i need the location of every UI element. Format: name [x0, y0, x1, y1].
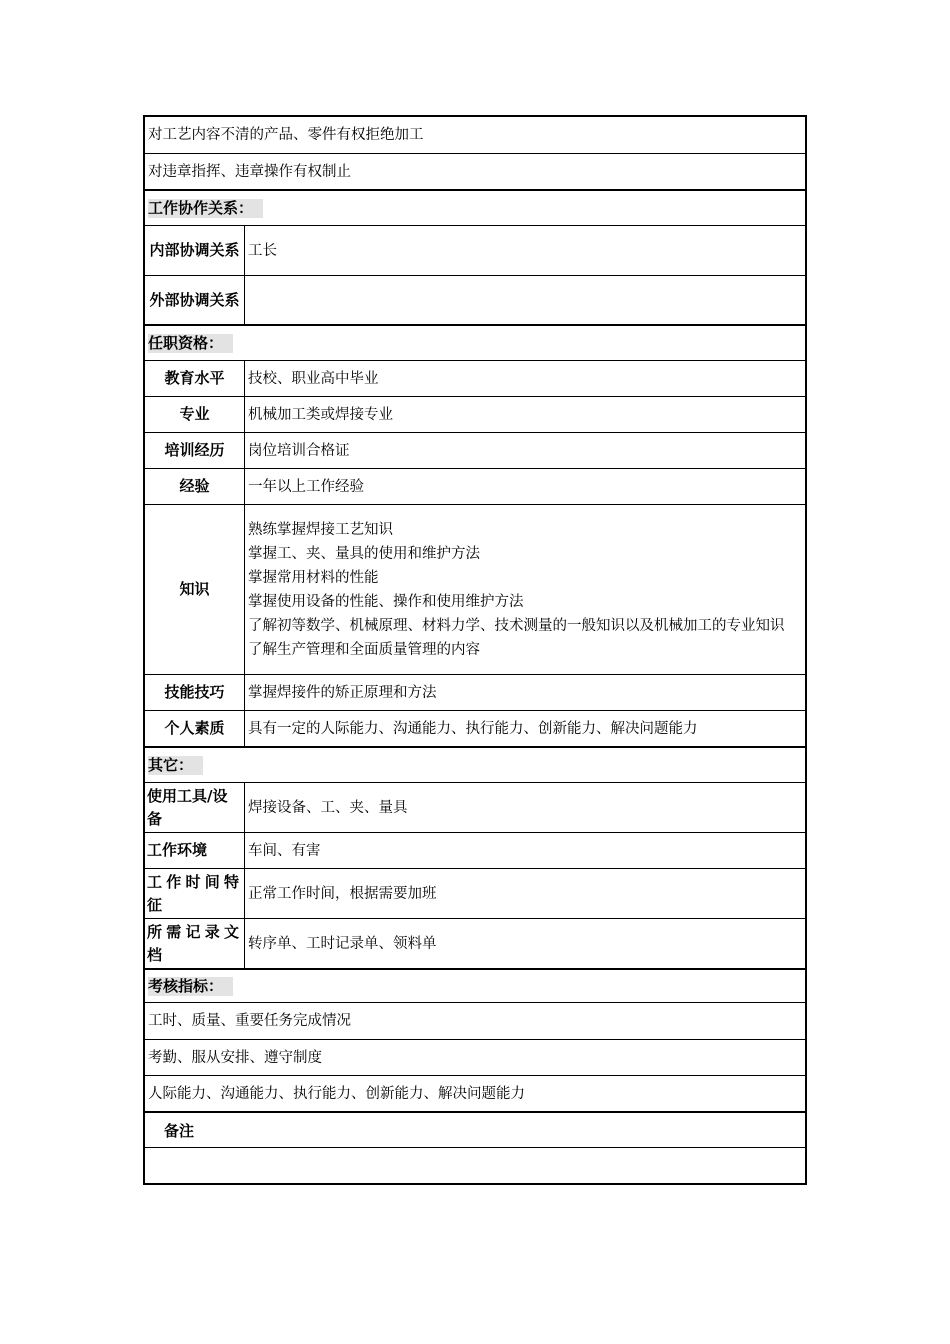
- other-heading: 其它：: [148, 756, 203, 775]
- collaboration-header-row: [145, 189, 805, 225]
- section-heading: [145, 970, 805, 1002]
- personal-quality-label: 个人素质: [145, 711, 245, 746]
- knowledge-item: 熟练掌握焊接工艺知识: [248, 521, 393, 538]
- internal-coordination-row: [145, 225, 805, 275]
- external-coordination-value: [245, 276, 805, 324]
- remarks-label: 备注: [164, 1121, 195, 1140]
- experience-label: 经验: [145, 469, 245, 504]
- records-row: [145, 918, 805, 968]
- tools-row: [145, 782, 805, 832]
- knowledge-item: 掌握工、夹、量具的使用和维护方法: [248, 545, 480, 562]
- training-row: [145, 432, 805, 468]
- experience-row: [145, 468, 805, 504]
- skills-value: 掌握焊接件的矫正原理和方法: [248, 684, 437, 701]
- environment-row: [145, 832, 805, 868]
- external-coordination-row: [145, 275, 805, 324]
- tools-value: 焊接设备、工、夹、量具: [248, 799, 408, 816]
- assessment-item: 考勤、服从安排、遵守制度: [148, 1049, 322, 1066]
- remarks-value: [145, 1148, 805, 1183]
- environment-label: 工作环境: [145, 833, 245, 868]
- work-time-label: 工作时间特征: [145, 869, 245, 918]
- assessment-row: [145, 1002, 805, 1039]
- work-time-value: 正常工作时间，根据需要加班: [248, 885, 437, 902]
- skills-row: [145, 674, 805, 710]
- remarks-header-row: [145, 1111, 805, 1147]
- skills-label: 技能技巧: [145, 675, 245, 710]
- knowledge-item: 了解生产管理和全面质量管理的内容: [248, 641, 480, 658]
- authority-text: 对违章指挥、违章操作有权制止: [148, 163, 351, 180]
- qualifications-heading: 任职资格：: [148, 334, 233, 353]
- knowledge-item: 掌握使用设备的性能、操作和使用维护方法: [248, 593, 524, 610]
- job-description-table: [143, 115, 807, 1185]
- section-heading: [145, 326, 805, 360]
- education-label: 教育水平: [145, 361, 245, 396]
- personal-quality-value: 具有一定的人际能力、沟通能力、执行能力、创新能力、解决问题能力: [248, 720, 698, 737]
- remarks-row: [145, 1147, 805, 1183]
- assessment-heading: 考核指标：: [148, 977, 233, 996]
- records-value: 转序单、工时记录单、领料单: [248, 935, 437, 952]
- education-row: [145, 360, 805, 396]
- major-value: 机械加工类或焊接专业: [248, 406, 393, 423]
- major-row: [145, 396, 805, 432]
- knowledge-row: [145, 504, 805, 674]
- assessment-item: 人际能力、沟通能力、执行能力、创新能力、解决问题能力: [148, 1085, 525, 1102]
- assessment-row: [145, 1075, 805, 1111]
- assessment-header-row: [145, 968, 805, 1002]
- education-value: 技校、职业高中毕业: [248, 370, 379, 387]
- assessment-item: 工时、质量、重要任务完成情况: [148, 1013, 351, 1029]
- knowledge-item: 掌握常用材料的性能: [248, 569, 379, 586]
- training-value: 岗位培训合格证: [248, 442, 350, 459]
- knowledge-list: [245, 505, 805, 674]
- other-header-row: [145, 746, 805, 782]
- section-heading: [145, 191, 805, 225]
- tools-label: 使用工具/设备: [145, 783, 245, 832]
- authority-row: [145, 153, 805, 189]
- knowledge-item: 了解初等数学、机械原理、材料力学、技术测量的一般知识以及机械加工的专业知识: [248, 617, 785, 634]
- experience-value: 一年以上工作经验: [248, 478, 364, 495]
- qualifications-header-row: [145, 324, 805, 360]
- collaboration-heading: 工作协作关系：: [148, 199, 263, 218]
- assessment-row: [145, 1039, 805, 1075]
- environment-value: 车间、有害: [248, 842, 321, 859]
- work-time-row: [145, 868, 805, 918]
- major-label: 专业: [145, 397, 245, 432]
- authority-row: [145, 117, 805, 153]
- external-coordination-label: 外部协调关系: [145, 276, 245, 324]
- training-label: 培训经历: [145, 433, 245, 468]
- personal-quality-row: [145, 710, 805, 746]
- knowledge-label: 知识: [145, 505, 245, 674]
- records-label: 所需记录文档: [145, 919, 245, 968]
- internal-coordination-value: 工长: [248, 242, 277, 259]
- section-heading: [145, 748, 805, 782]
- authority-text: 对工艺内容不清的产品、零件有权拒绝加工: [148, 127, 424, 143]
- internal-coordination-label: 内部协调关系: [145, 226, 245, 275]
